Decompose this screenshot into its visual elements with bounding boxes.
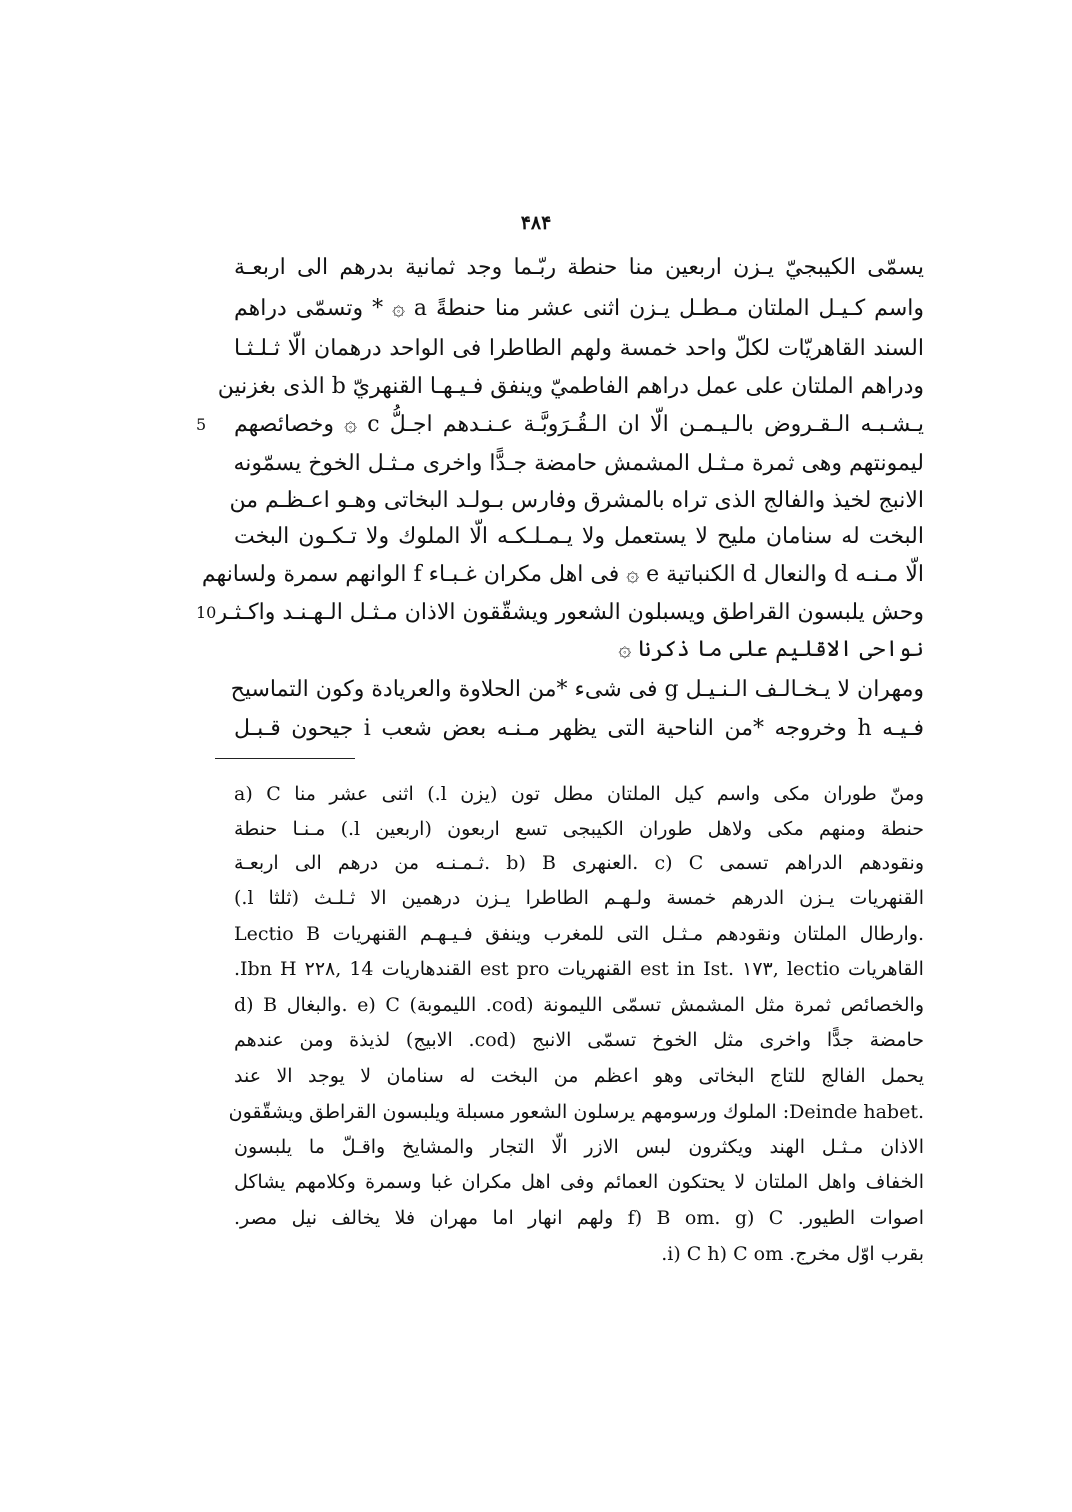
line-number-5: 5 — [196, 415, 207, 434]
body-line-2: واسم كـيـل الملتان مـطـل يـزن اثنى عشر منا حنطةً a ۞ * وتسمّى دراهم — [234, 296, 924, 321]
body-line-11: نواحى الاقليم على ما ذكرنا ۞ — [618, 637, 924, 662]
footnote-line-4: القنهريات يـزن الدرهم خمسة ولـهـم الطاطرا يـزن درهمين الا ثـلـث (ثلثا l.) — [234, 887, 924, 909]
body-line-10: وحش يلبسون القراطق ويسبلون الشعور ويشقّقون الاذان مـثـل الـهـنـد واكـثـر — [216, 600, 924, 625]
footnote-divider — [215, 758, 355, 759]
footnote-line-13: اصوات الطيور. f) B om. g) C ولهم انهار اما مهران فلا يخالف نيل مصر. — [234, 1207, 924, 1229]
page-number: ۴۸۴ — [520, 212, 552, 234]
body-line-8: البخت له سنامان مليح لا يستعمل ولا يـمـلـكـه الّا الملوك ولا تـكـون البخت — [234, 524, 924, 549]
footnote-line-10: .Deinde habet: الملوك ورسومهم يرسلون الشعور مسبلة ويلبسون القراطق ويشقّقون — [228, 1101, 924, 1123]
body-line-7: الانبج لخيذ والفالج الذى تراه بالمشرق وفارس بـولـد البخاتى وهـو اعـظـم من — [229, 488, 924, 513]
body-line-4: ودراهم الملتان على عمل دراهم الفاطميّ وينفق فـيـهـا القنهريّ b الذى بغزنين — [217, 374, 924, 399]
body-line-3: السند القاهريّات لكلّ واحد خمسة ولهم الطاطرا فى الواحد درهمان الّا ثـلـثـا — [234, 336, 925, 361]
footnote-line-7: والخصائص ثمرة مثل المشمش تسمّى الليمونة (cod. الليموبة) e) C .والبغال d) B — [234, 994, 925, 1016]
footnote-line-3: ونقودهم الدراهم تسمى c) C .العنهرى b) B .ثـمـنـه من درهم الى اربعـة — [234, 852, 924, 874]
body-line-13: فـيـه h وخروجه *من الناحية التى يظهر مـنـه بعض شعب i جيحون قـبـل — [234, 716, 924, 741]
footnote-line-2: حنطة ومنهم مكى ولاهل طوران الكيبجى تسع اربعون (اربعين l.) مـنـا حنطة — [234, 818, 924, 840]
footnote-line-12: الخفاف واهل الملتان لا يحتكون العمائم وفى اهل مكران غبا وسمرة وكلامهم يشاكل — [234, 1171, 924, 1193]
body-line-6: ليمونتهم وهى ثمرة مـثـل المشمش حامضة جـدًّا واخرى مـثـل الخوخ يسمّونه — [233, 451, 924, 476]
line-number-10: 10 — [196, 603, 217, 622]
footnote-line-11: الاذان مـثـل الهند ويكثرون لبس الازر الّا التجار والمشايخ واقـلّ ما يلبسون — [234, 1136, 924, 1158]
footnote-line-8: حامضة جدًّا واخرى مثل الخوخ تسمّى الانبج (cod. الابيج) لذيذة ومن عندهم — [234, 1029, 925, 1051]
body-line-5: يـشـبـه الـقـروض بالـيـمـن الّا ان الـقُـرَوبَّـة عـنـدهم اجـلُّ c ۞ وخصائصهم — [234, 412, 924, 437]
body-line-1: يسمّى الكيبجيّ يـزن اربعين منا حنطة ربّـما وجد ثمانية بدرهم الى اربعـة — [234, 255, 925, 280]
footnote-line-6: القاهريات est in Ist. ۱۷۳, lectio القنهريات est pro القندهاريات Ibn H ۲۲۸, 14. — [234, 958, 924, 980]
footnote-line-9: يحمل الفالج للتاج البخاتى وهو اعظم من البخت له سنامان لا يوجد الا عند — [234, 1065, 924, 1087]
body-line-12: ومهران لا يـخـالـف الـنـيـل g فى شىء *من الحلاوة والعريادة وكون التماسيح — [230, 677, 924, 702]
body-line-9: الّا مـنـه d والنعال d الكنباتية e ۞ فى اهل مكران غـبـاء f الوانهم سمرة ولسانهم — [201, 562, 924, 587]
footnote-line-14: بقرب اوّل مخرج. i) C h) C om. — [661, 1243, 924, 1265]
footnote-line-1: ومنّ طوران مكى واسم كيل الملتان مطل تون (يزن l.) اثنى عشر منا a) C — [234, 783, 924, 805]
footnote-line-5: .وارطال الملتان ونقودهم مـثـل التى للمغرب وينفق فـيـهـم القنهريات Lectio B — [234, 923, 925, 945]
